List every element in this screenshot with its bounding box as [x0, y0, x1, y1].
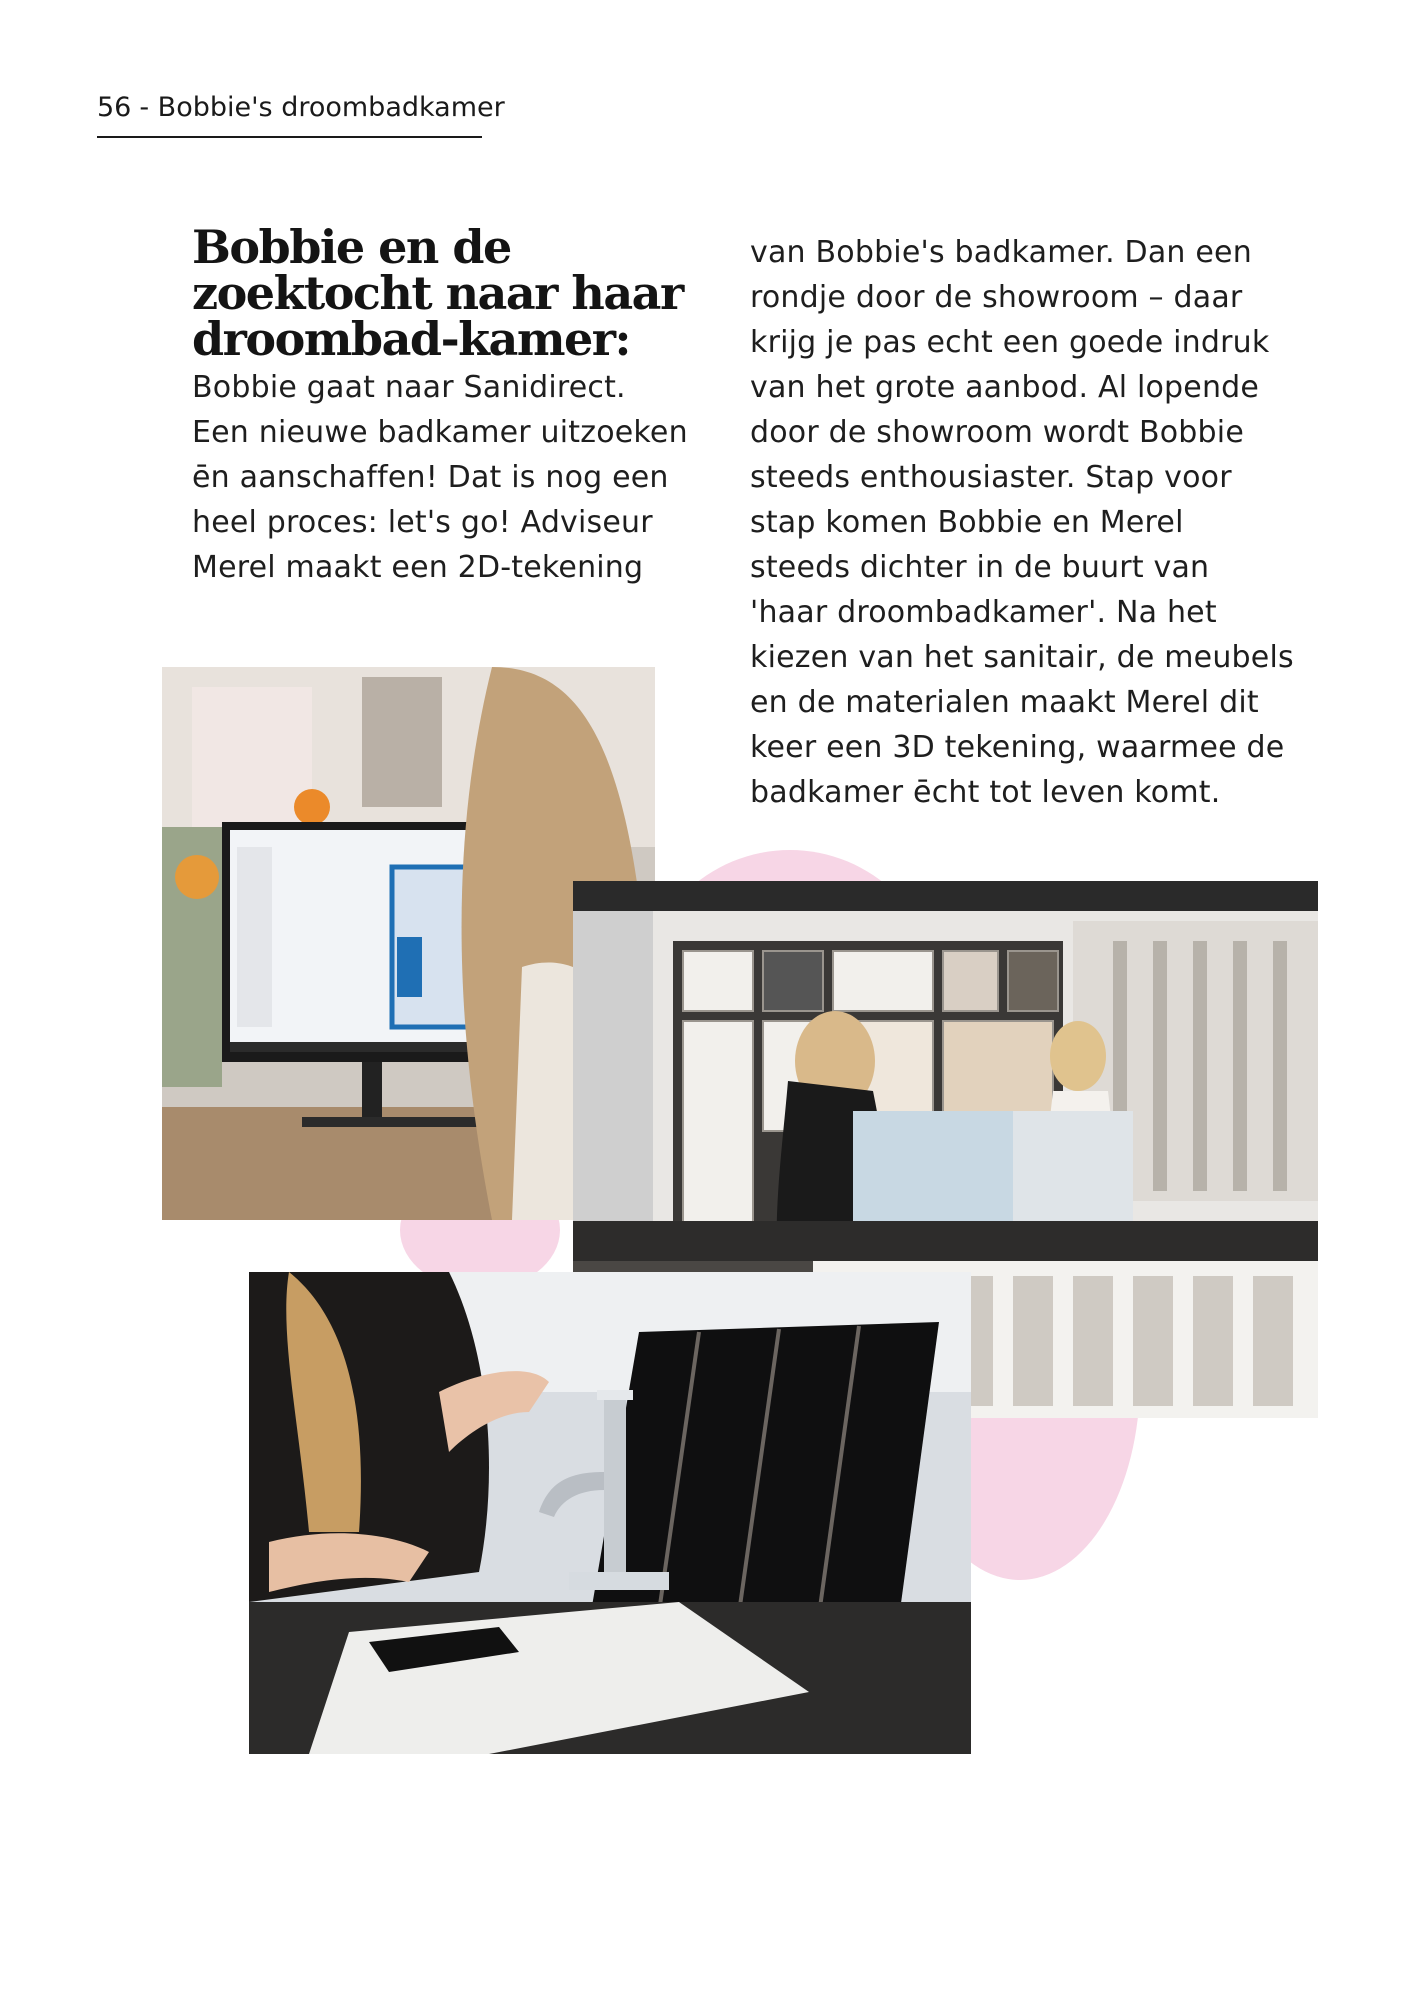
text-line: 'haar droombadkamer'. Na het — [750, 595, 1217, 630]
article-headline: Bobbie en de zoektocht naar haar droombad-kamer: — [192, 220, 683, 366]
photo-faucet — [249, 1272, 971, 1754]
text-line: Merel maakt een 2D-tekening — [192, 550, 644, 585]
section-title: - Bobbie's droombadkamer — [139, 92, 505, 123]
page-header — [97, 88, 505, 138]
text-line: van het grote aanbod. Al lopende — [750, 370, 1260, 405]
text-line: heel proces: let's go! Adviseur — [192, 505, 653, 540]
text-line: Bobbie gaat naar Sanidirect. — [192, 370, 626, 405]
article-column-2 — [750, 230, 1350, 815]
text-line: keer een 3D tekening, waarmee de — [750, 730, 1285, 765]
text-line: kiezen van het sanitair, de meubels — [750, 640, 1294, 675]
text-line: krijg je pas echt een goede indruk — [750, 325, 1270, 360]
text-line: door de showroom wordt Bobbie — [750, 415, 1244, 450]
text-line: steeds dichter in de buurt van — [750, 550, 1210, 585]
text-line: ēn aanschaffen! Dat is nog een — [192, 460, 669, 495]
text-line: badkamer ēcht tot leven komt. — [750, 775, 1221, 810]
article-column-1 — [192, 365, 692, 590]
text-line: steeds enthousiaster. Stap voor — [750, 460, 1232, 495]
text-line: van Bobbie's badkamer. Dan een — [750, 235, 1252, 270]
text-line: stap komen Bobbie en Merel — [750, 505, 1184, 540]
page-number: 56 — [97, 92, 132, 123]
text-line: Een nieuwe badkamer uitzoeken — [192, 415, 688, 450]
text-line: en de materialen maakt Merel dit — [750, 685, 1259, 720]
text-line: rondje door de showroom – daar — [750, 280, 1243, 315]
